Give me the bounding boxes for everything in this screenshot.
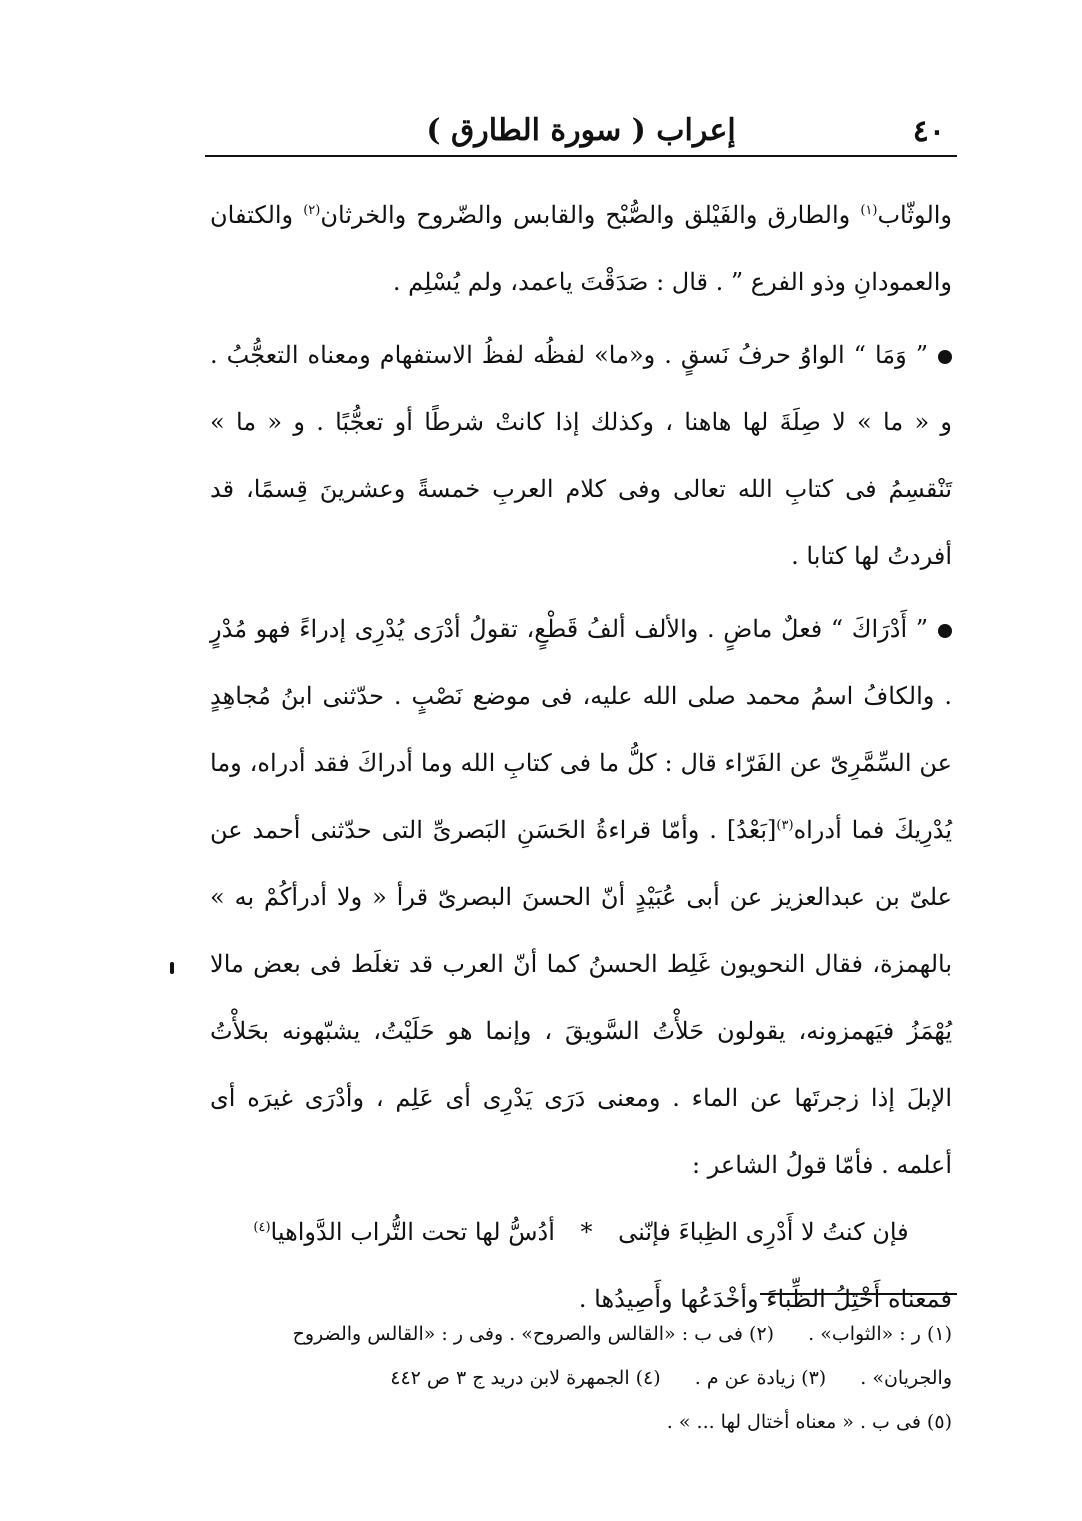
page-number: ٤٠ <box>912 114 945 149</box>
page-header <box>205 100 957 152</box>
footnote-ref-4: (٤) <box>253 1220 271 1235</box>
running-title: إعراب ( سورة الطارق ) <box>426 113 736 148</box>
paragraph-2 <box>210 322 952 590</box>
footnote-2: (٢) فى ب : «القالس والصروح» . وفى ر : «القالس والضروح <box>292 1323 775 1345</box>
paragraph-4-text: فمعناه أَخْتِلُ الظِّباءَ وأخْدَعُها وأَصِيدُها . <box>578 1285 952 1313</box>
paragraph-1-text-d: والعمودانِ وذو الفرع ” . قال : صَدَقْتَ ياعمد، ولم يُسْلِم . <box>392 268 952 296</box>
header-divider <box>205 155 957 157</box>
paragraph-3-text-a: ” أَدْرَاكَ “ فعلٌ ماضٍ . والألف ألفُ قَطْعٍ، تقولُ أدْرَى يُدْرِى إدراءً فهو مُدْرٍ . والكافُ اسمُ محمد صلى الله عليه، فى موضع نَصْبٍ . حدّثنى ابنُ مُجاهِدٍ عن السِّمَّرِىّ عن الفَرّاء قال : كلُّ ما فى كتابِ الله وما أدراكَ فقد أدراه، وما يُدْرِيكَ فما أدراه <box>210 615 952 844</box>
verse-separator: * <box>580 1218 593 1246</box>
paragraph-1-text-c: والكتفان <box>210 201 294 229</box>
footnote-ref-2: (٢) <box>303 203 321 218</box>
footnote-2-continued: والجريان» . <box>860 1367 952 1389</box>
footnote-5: (٥) فى ب . « معناه أختال لها ... » . <box>666 1411 952 1433</box>
footnotes <box>210 1312 952 1444</box>
verse-hemistich-2: أدُسُّ لها تحت التُّراب الدَّواهيا <box>270 1218 555 1246</box>
paragraph-3 <box>210 596 952 1199</box>
footnote-divider <box>760 1293 957 1295</box>
paragraph-1-text-a: والوثّاب <box>877 201 953 229</box>
footnote-1: (١) ر : «الثواب» . <box>808 1323 952 1345</box>
footnote-line <box>210 1400 952 1444</box>
bullet-icon <box>938 350 952 364</box>
main-text <box>210 182 952 1333</box>
paragraph-1 <box>210 182 952 316</box>
footnote-line <box>210 1312 952 1356</box>
paragraph-3-text-b: [بَعْدُ] . وأمّا قراءةُ الحَسَنِ البَصرىِّ التى حدّثنى أحمد عن علىّ بن عبدالعزيز عن أبى عُبَيْدٍ أنّ الحسنَ البصرىّ قرأ « ولا أدرأكُمْ به » بالهمزة، فقال النحويون غَلِط الحسنُ كما أنّ العرب قد تغلَط فى بعض مالا يُهْمَزُ فيَهمزونه، يقولون حَلأْتُ السَّويقَ ، وإنما هو حَلَيْتُ، يشبّهونه بحَلأْتُ الإبلَ إذا زجرتَها عن الماء . ومعنى دَرَى يَدْرِى أى عَلِم ، وأدْرَى غيرَه أى أعلمه . فأمّا قولُ الشاعر : <box>210 816 953 1179</box>
margin-mark <box>170 962 174 974</box>
footnote-3: (٣) زيادة عن م . <box>694 1367 827 1389</box>
bullet-icon <box>938 624 952 638</box>
footnote-line <box>210 1356 952 1400</box>
paragraph-2-text: ” وَمَا “ الواوُ حرفُ نَسقٍ . و«ما» لفظُه لفظُ الاستفهام ومعناه التعجُّبُ . و « ما » لا صِلَةَ لها هاهنا ، وكذلك إذا كانتْ شرطًا أو تعجُّبًا . و « ما » تَنْقسِمُ فى كتابِ الله تعالى وفى كلام العربِ خمسةً وعشرينَ قِسمًا، قد أفردتُ لها كتابا . <box>210 341 952 570</box>
footnote-4: (٤) الجمهرة لابن دريد ج ٣ ص ٤٤٢ <box>390 1367 661 1389</box>
paragraph-1-text-b: والطارق والفَيْلق والصُّبْح والقابس والضّروح والخرثان <box>320 201 851 229</box>
poetry-verse <box>210 1199 952 1266</box>
verse-hemistich-1: فإن كنتُ لا أَدْرِى الظِباءَ فإنّنى <box>618 1218 909 1246</box>
footnote-ref-3: (٣) <box>776 818 794 833</box>
footnote-ref-1: (١) <box>860 203 878 218</box>
